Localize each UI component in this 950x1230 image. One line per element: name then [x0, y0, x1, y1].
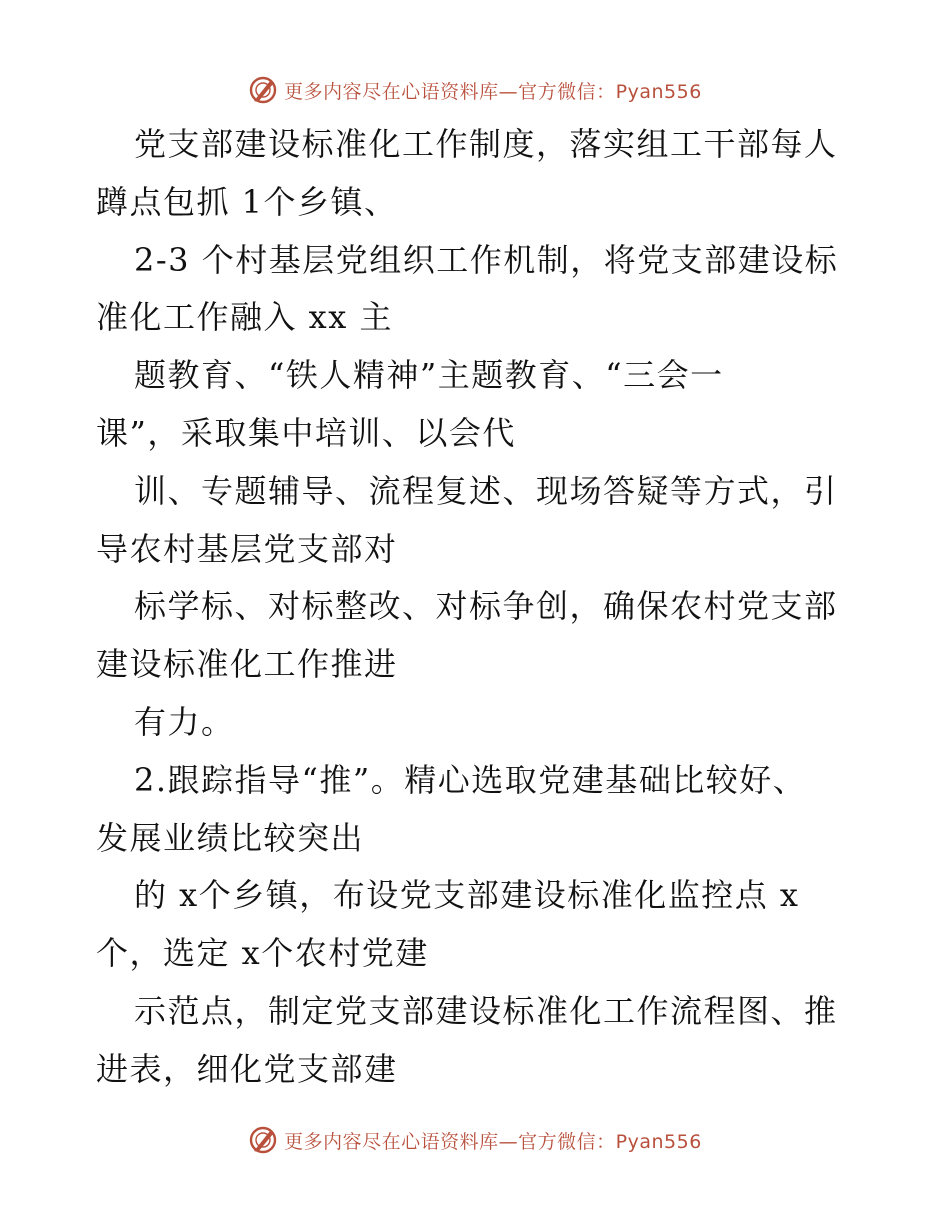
text-line: 准化工作融入 xx 主	[96, 298, 393, 337]
text-line: 标学标、对标整改、对标争创，确保农村党支部	[134, 587, 838, 626]
pen-seal-logo-icon	[248, 1125, 278, 1155]
watermark-header	[0, 70, 950, 110]
text-line: 的 x个乡镇，布设党支部建设标准化监控点 x	[134, 876, 800, 915]
text-line: 发展业绩比较突出	[96, 818, 365, 857]
text-line: 蹲点包抓 1个乡镇、	[96, 182, 398, 221]
text-line: 课”，采取集中培训、以会代	[96, 413, 516, 452]
pen-seal-logo-icon	[248, 75, 278, 105]
watermark-footer	[0, 1120, 950, 1160]
text-line: 有力。	[134, 702, 235, 741]
text-line: 示范点，制定党支部建设标准化工作流程图、推	[134, 991, 838, 1030]
document-body	[96, 116, 856, 1099]
text-line: 进表，细化党支部建	[96, 1049, 398, 1088]
text-line: 建设标准化工作推进	[96, 645, 398, 684]
text-line: 2.跟踪指导“推”。精心选取党建基础比较好、	[134, 760, 807, 799]
text-line: 训、专题辅导、流程复述、现场答疑等方式，引	[134, 471, 838, 510]
watermark-text: 更多内容尽在心语资料库—官方微信：Pyan556	[284, 1130, 702, 1153]
text-line: 2-3 个村基层党组织工作机制，将党支部建设标	[134, 240, 839, 279]
text-line: 题教育、“铁人精神”主题教育、“三会一	[134, 356, 724, 395]
text-line: 个，选定 x个农村党建	[96, 934, 429, 973]
text-line: 党支部建设标准化工作制度，落实组工干部每人	[134, 125, 838, 163]
text-line: 导农村基层党支部对	[96, 529, 398, 568]
watermark-text: 更多内容尽在心语资料库—官方微信：Pyan556	[284, 80, 702, 103]
